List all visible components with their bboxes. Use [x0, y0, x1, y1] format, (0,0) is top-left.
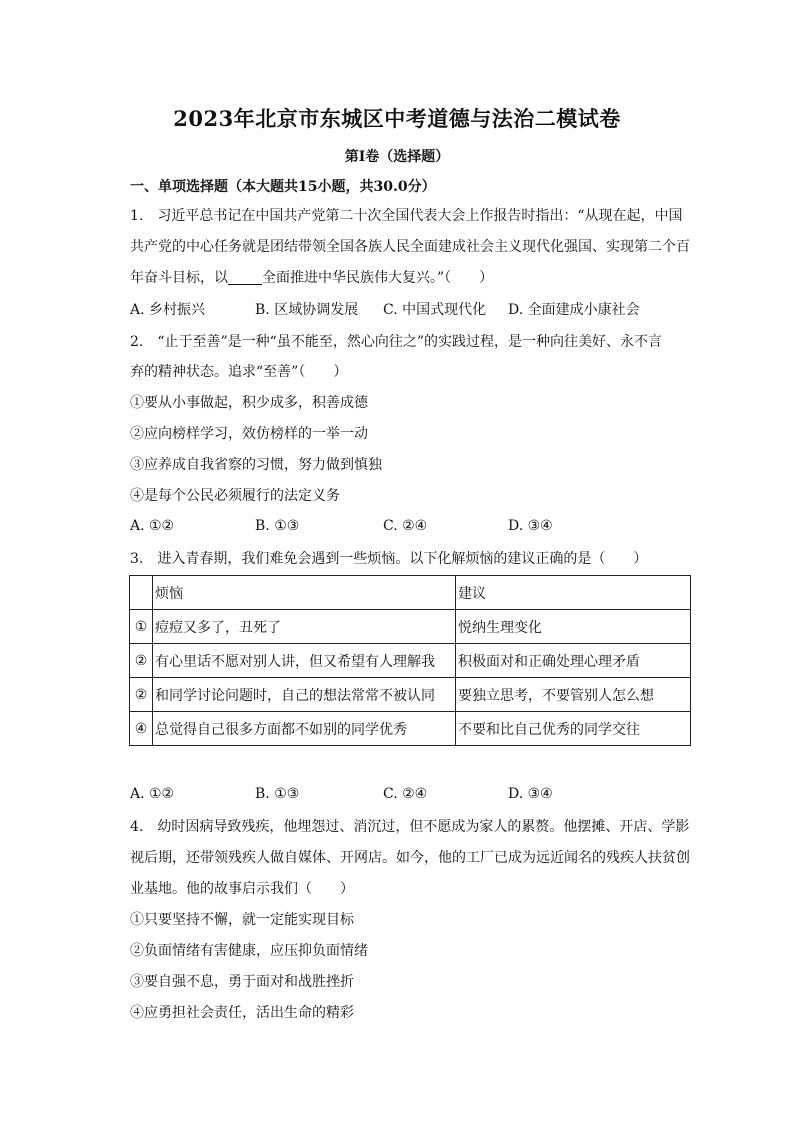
q4-item-3: ③要自强不息，勇于面对和战胜挫折 [130, 974, 354, 990]
table-cell-trouble: 痘痘又多了，丑死了 [153, 610, 456, 644]
table-header-trouble: 烦恼 [153, 576, 456, 610]
table-row [130, 678, 691, 712]
q1-option-c[interactable]: C. 中国式现代化 [383, 302, 487, 318]
q3-option-c[interactable]: C. ②④ [383, 786, 428, 802]
table-cell-advice: 要独立思考，不要管别人怎么想 [456, 678, 691, 712]
q2-stem-line2: 弃的精神状态。追求“至善”（ ） [130, 364, 348, 380]
q2-item-4: ④是每个公民必须履行的法定义务 [130, 488, 340, 504]
table-cell-index: ① [130, 610, 153, 644]
table-cell-trouble: 总觉得自己很多方面都不如别的同学优秀 [153, 712, 456, 746]
q3-option-b[interactable]: B. ①③ [255, 786, 300, 802]
table-cell-advice: 不要和比自己优秀的同学交往 [456, 712, 691, 746]
q1-option-d[interactable]: D. 全面建成小康社会 [508, 302, 640, 318]
table-row [130, 712, 691, 746]
q2-option-c[interactable]: C. ②④ [383, 518, 428, 534]
q3-option-a[interactable]: A. ①② [130, 786, 175, 802]
table-cell-index: ② [130, 644, 153, 678]
table-cell-index: ④ [130, 712, 153, 746]
q4-item-1: ①只要坚持不懈，就一定能实现目标 [130, 912, 354, 928]
q2-item-1: ①要从小事做起，积少成多，积善成德 [130, 395, 368, 411]
q1-stem-line3-end: 全面推进中华民族伟大复兴。”（ ） [262, 270, 494, 286]
table-cell-advice: 积极面对和正确处理心理矛盾 [456, 644, 691, 678]
q2-option-a[interactable]: A. ①② [130, 518, 175, 534]
q2-option-d[interactable]: D. ③④ [508, 518, 553, 534]
q3-table [129, 575, 691, 746]
q2-options [130, 518, 690, 538]
table-cell-advice: 悦纳生理变化 [456, 610, 691, 644]
q1-option-b[interactable]: B. 区域协调发展 [255, 302, 359, 318]
volume-heading: 第Ⅰ卷（选择题） [344, 149, 450, 165]
q4-stem-line1: 4. 幼时因病导致残疾，他埋怨过、消沉过，但不愿成为家人的累赘。他摆摊、开店、学影 [130, 819, 690, 835]
section-heading: 一、单项选择题（本大题共15小题，共30.0分） [130, 179, 436, 195]
q2-item-2: ②应向榜样学习，效仿榜样的一举一动 [130, 426, 368, 442]
table-cell-index: ② [130, 678, 153, 712]
q4-stem-line2: 视后期，还带领残疾人做自媒体、开网店。如今，他的工厂已成为远近闻名的残疾人扶贫创 [130, 850, 690, 866]
table-row [130, 644, 691, 678]
table-row [130, 610, 691, 644]
q1-stem-line2: 共产党的中心任务就是团结带领全国各族人民全面建成社会主义现代化强国、实现第二个百 [130, 239, 690, 255]
q3-options [130, 786, 690, 806]
q1-stem-line3-start: 年奋斗目标，以 [130, 270, 228, 286]
table-cell-trouble: 和同学讨论问题时，自己的想法常常不被认同 [153, 678, 456, 712]
q2-stem-line1: 2. “止于至善”是一种“虽不能至，然心向往之”的实践过程，是一种向往美好、永不言 [130, 334, 662, 350]
q4-stem-line3: 业基地。他的故事启示我们（ ） [130, 881, 354, 897]
q1-option-a[interactable]: A. 乡村振兴 [130, 302, 206, 318]
q2-option-b[interactable]: B. ①③ [255, 518, 300, 534]
table-header-advice: 建议 [456, 576, 691, 610]
table-cell-trouble: 有心里话不愿对别人讲，但又希望有人理解我 [153, 644, 456, 678]
q1-stem-line3 [130, 268, 690, 288]
q1-options [130, 299, 690, 319]
q3-stem: 3. 进入青春期，我们难免会遇到一些烦恼。以下化解烦恼的建议正确的是（ ） [130, 551, 648, 567]
table-header-row [130, 576, 691, 610]
q1-stem-line1: 1. 习近平总书记在中国共产党第二十次全国代表大会上作报告时指出：“从现在起，中国 [130, 208, 683, 224]
exam-title: 2023年北京市东城区中考道德与法治二模试卷 [173, 106, 621, 131]
q2-item-3: ③应养成自我省察的习惯，努力做到慎独 [130, 457, 382, 473]
q3-option-d[interactable]: D. ③④ [508, 786, 553, 802]
q1-answer-blank [228, 270, 262, 285]
q4-item-2: ②负面情绪有害健康，应压抑负面情绪 [130, 943, 368, 959]
q4-item-4: ④应勇担社会责任，活出生命的精彩 [130, 1005, 354, 1021]
table-header-index [130, 576, 153, 610]
